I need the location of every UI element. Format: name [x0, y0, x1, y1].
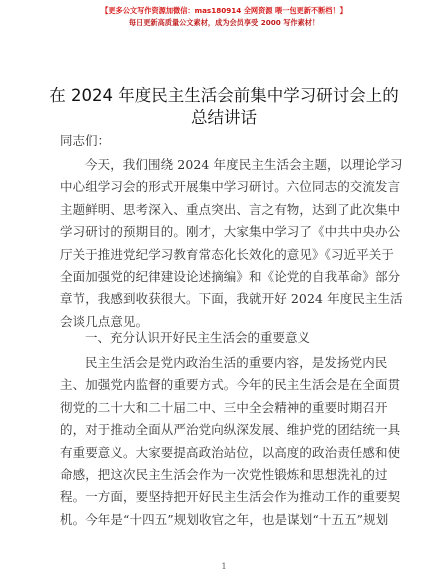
- paragraph-line: 章节，我感到收获很大。下面，我就开好 2024 年度民主生活: [60, 291, 403, 307]
- paragraph-line: 命感，把这次民主生活会作为一次党性锻炼和思想洗礼的过: [60, 467, 388, 483]
- paragraph-line: 主题鲜明、思考深入、重点突出、言之有物，达到了此次集中: [60, 201, 401, 217]
- paragraph-line: 程。一方面，要坚持把开好民主生活会作为推动工作的重要契: [60, 489, 401, 505]
- paragraph-significance: [60, 352, 401, 531]
- paragraph-line: 彻党的二十大和二十届二中、三中全会精神的重要时期召开: [60, 399, 388, 415]
- paragraph-line: 全面加强党的纪律建设论述摘编》和《论党的自我革命》部分: [60, 269, 401, 285]
- paragraph-line: 今天，我们围绕 2024 年度民主生活会主题，以理论学习: [85, 157, 403, 172]
- title-line-2: 总结讲话: [191, 108, 257, 127]
- title-line-1: 在 2024 年度民主生活会前集中学习研讨会上的: [49, 86, 399, 105]
- paragraph-line: 主、加强党内监督的重要方式。今年的民主生活会是在全面贯: [60, 377, 401, 393]
- paragraph-line: 学习研讨的预期目的。刚才，大家集中学习了《中共中央办公: [60, 224, 401, 240]
- paragraph-line: 民主生活会是党内政治生活的重要内容，是发扬党内民: [85, 355, 388, 370]
- paragraph-line: 中心组学习会的形式开展集中学习研讨。六位同志的交流发言: [60, 179, 401, 195]
- salutation: 同志们：: [60, 133, 111, 148]
- paragraph-intro: [60, 154, 403, 333]
- page-number: 1: [221, 562, 227, 571]
- banner-line-1: 【更多公文写作资源加微信：mas180914 全网资源 喂一包更新不断档！】: [101, 6, 347, 15]
- paragraph-line: 的，对于推动全面从严治党向纵深发展、维护党的团结统一具: [60, 422, 401, 438]
- section-heading-1: 一、充分认识开好民主生活会的重要意义: [85, 330, 311, 345]
- document-title: [0, 85, 448, 129]
- banner-line-2: 每日更新高质量公文素材，成为会员享受 2000 写作素材！: [128, 18, 320, 27]
- paragraph-line: 机。今年是“十四五”规划收官之年，也是谋划“十五五”规划: [60, 511, 389, 527]
- promo-banner: [0, 5, 448, 29]
- paragraph-line: 有重要意义。大家要提高政治站位，以高度的政治责任感和使: [60, 444, 401, 460]
- paragraph-line: 会谈几点意见。: [60, 313, 149, 329]
- paragraph-line: 厅关于推进党纪学习教育常态化长效化的意见》《习近平关于: [60, 246, 394, 262]
